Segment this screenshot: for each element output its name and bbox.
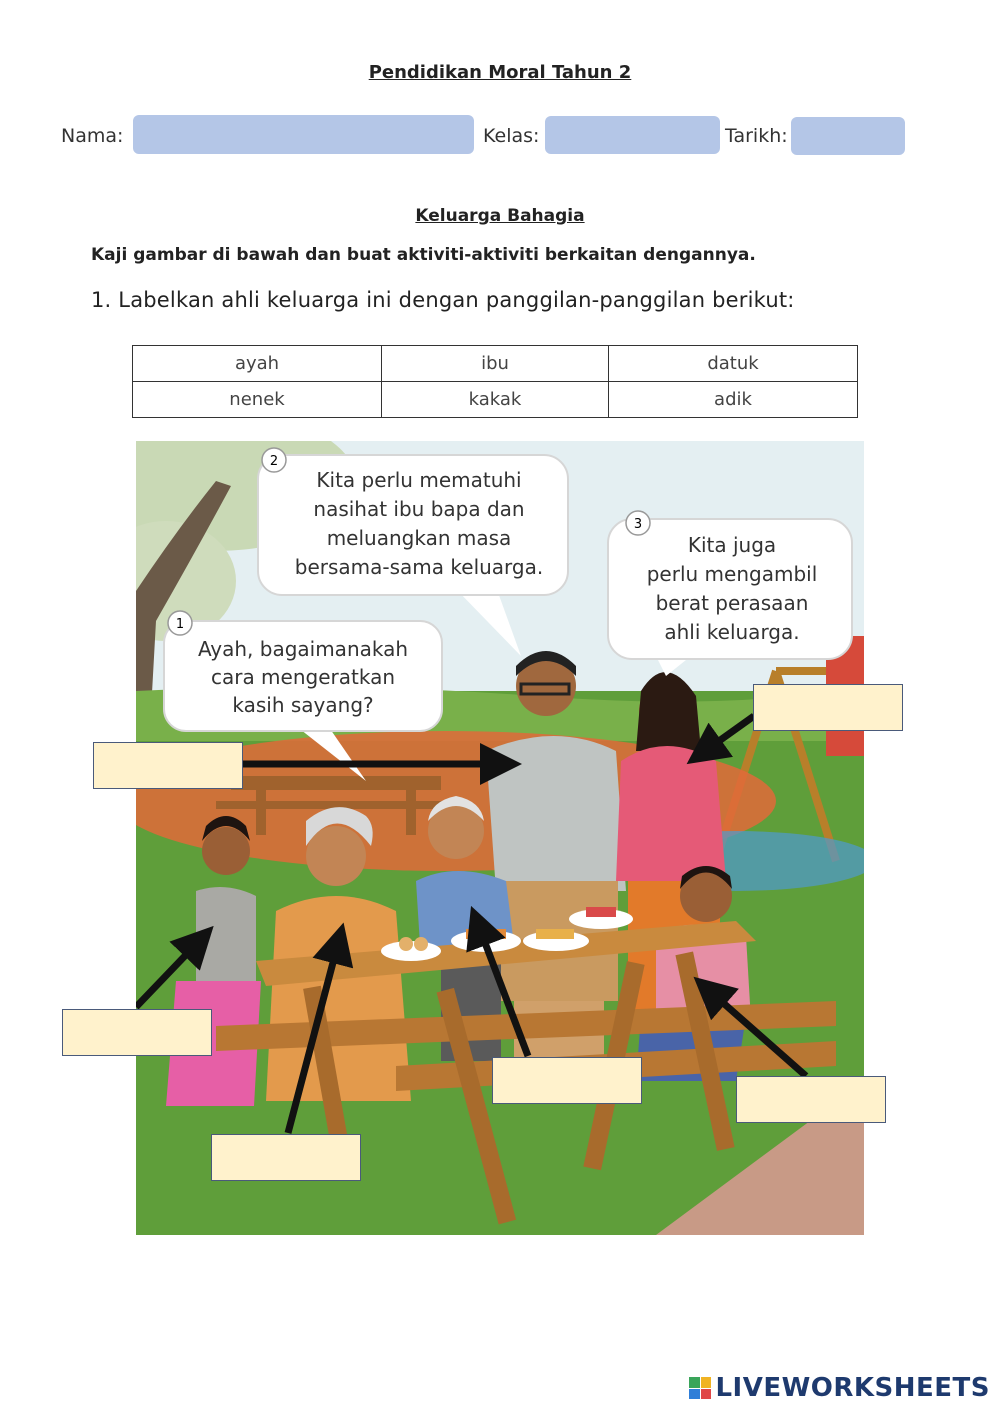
liveworksheets-logo bbox=[689, 1373, 990, 1403]
word-bank-table bbox=[132, 345, 858, 418]
question-1: 1. Labelkan ahli keluarga ini dengan panggilan-panggilan berikut: bbox=[91, 288, 795, 312]
bubble-2-number: 2 bbox=[269, 454, 279, 469]
speech-bubble-3 bbox=[608, 511, 852, 676]
bubble-1-line: cara mengeratkan bbox=[210, 665, 396, 689]
answer-girl[interactable] bbox=[62, 1009, 212, 1056]
bubble-3-line: berat perasaan bbox=[655, 591, 809, 615]
bubble-3-line: Kita juga bbox=[687, 533, 777, 557]
answer-mother[interactable] bbox=[753, 684, 903, 731]
tarikh-input[interactable] bbox=[791, 117, 905, 155]
logo-icon bbox=[689, 1377, 711, 1399]
kelas-input[interactable] bbox=[545, 116, 720, 154]
word-cell: nenek bbox=[133, 382, 382, 418]
word-cell: adik bbox=[609, 382, 858, 418]
word-cell: ayah bbox=[133, 346, 382, 382]
brand-text: LIVEWORKSHEETS bbox=[715, 1373, 990, 1403]
word-cell: kakak bbox=[382, 382, 609, 418]
answer-grandmother[interactable] bbox=[211, 1134, 361, 1181]
answer-father[interactable] bbox=[93, 742, 243, 789]
nama-label: Nama: bbox=[61, 125, 124, 147]
word-bank-row bbox=[133, 346, 858, 382]
word-bank-row bbox=[133, 382, 858, 418]
instruction-text: Kaji gambar di bawah dan buat aktiviti-aktiviti berkaitan dengannya. bbox=[91, 245, 756, 265]
word-cell: ibu bbox=[382, 346, 609, 382]
bubble-1-number: 1 bbox=[175, 617, 185, 632]
bubble-3-line: perlu mengambil bbox=[646, 562, 818, 586]
bubble-1-line: kasih sayang? bbox=[232, 693, 374, 717]
bubble-3-number: 3 bbox=[633, 517, 643, 532]
bubble-1-line: Ayah, bagaimanakah bbox=[197, 637, 409, 661]
section-title: Keluarga Bahagia bbox=[415, 206, 585, 226]
nama-input[interactable] bbox=[133, 115, 474, 154]
page-title: Pendidikan Moral Tahun 2 bbox=[368, 62, 632, 83]
word-cell: datuk bbox=[609, 346, 858, 382]
kelas-label: Kelas: bbox=[483, 125, 540, 147]
bubble-2-line: nasihat ibu bapa dan bbox=[313, 497, 525, 521]
bubble-2-line: meluangkan masa bbox=[326, 526, 512, 550]
answer-boy[interactable] bbox=[736, 1076, 886, 1123]
tarikh-label: Tarikh: bbox=[725, 125, 788, 147]
bubble-3-line: ahli keluarga. bbox=[664, 620, 800, 644]
answer-grandfather[interactable] bbox=[492, 1057, 642, 1104]
bubble-2-line: bersama-sama keluarga. bbox=[294, 555, 544, 579]
bubble-2-line: Kita perlu mematuhi bbox=[316, 468, 522, 492]
